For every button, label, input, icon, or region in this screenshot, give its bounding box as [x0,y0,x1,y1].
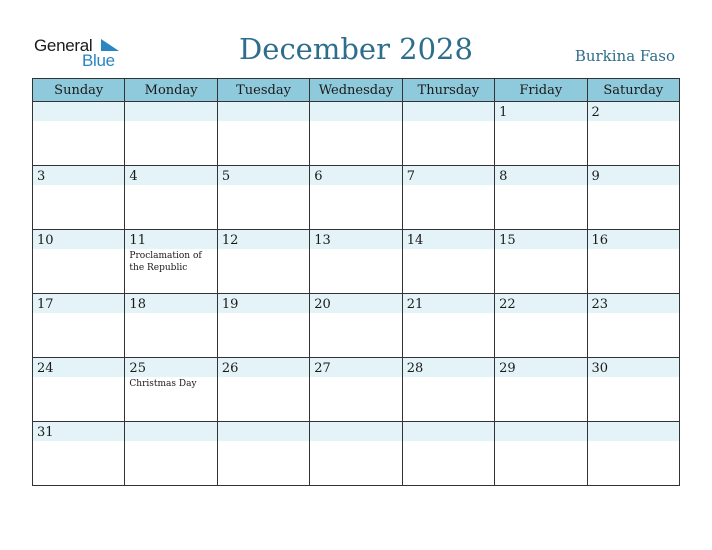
weekday-header: Monday [125,79,217,102]
day-cell [402,294,494,358]
day-number: 25 [129,361,146,376]
day-cell [402,358,494,422]
calendar-week-row [33,230,680,294]
day-number: 26 [221,361,239,376]
day-number: 29 [499,361,516,376]
calendar-body [33,102,680,486]
day-number: 4 [129,169,138,184]
weekday-header: Wednesday [310,79,402,102]
day-cell-band [33,166,124,185]
day-number: 19 [221,297,239,312]
weekday-header: Sunday [33,79,125,102]
holiday-label: Proclamation of the Republic [129,251,202,273]
day-number: 16 [591,233,609,248]
day-cell [33,294,125,358]
logo-blue-text: Blue [82,51,115,70]
day-cell-band [218,422,309,441]
day-cell [125,230,217,294]
day-cell [310,422,402,486]
day-cell [495,102,587,166]
weekday-header-row [33,79,680,102]
day-cell-band [125,102,216,121]
day-cell [587,230,679,294]
day-cell [310,294,402,358]
day-cell-band [588,422,679,441]
day-number: 14 [406,233,424,248]
day-number: 2 [591,105,600,120]
day-number: 7 [406,169,415,184]
logo-general-text: General [34,36,93,55]
month-title: December 2028 [239,32,473,66]
calendar-week-row [33,358,680,422]
day-cell [402,422,494,486]
day-cell [217,422,309,486]
day-cell [587,358,679,422]
day-cell [495,422,587,486]
country-name: Burkina Faso [574,47,675,65]
day-cell-band [125,166,216,185]
day-number: 13 [314,233,331,248]
day-cell [587,294,679,358]
day-cell [495,358,587,422]
day-cell [33,166,125,230]
day-number: 3 [37,169,46,184]
day-cell [217,294,309,358]
day-cell [587,102,679,166]
day-cell-band [495,102,586,121]
day-cell-band [33,102,124,121]
day-number: 31 [37,425,54,440]
day-number: 20 [314,297,331,312]
day-cell [217,358,309,422]
day-cell-band [588,102,679,121]
day-cell [33,358,125,422]
calendar-week-row [33,294,680,358]
day-number: 28 [406,361,424,376]
day-cell [217,102,309,166]
day-cell [125,358,217,422]
day-number: 15 [499,233,516,248]
day-number: 24 [37,361,54,376]
day-cell [402,166,494,230]
day-cell-band [218,166,309,185]
weekday-header: Saturday [587,79,679,102]
day-cell-band [588,166,679,185]
day-cell [310,358,402,422]
day-cell [125,422,217,486]
day-number: 27 [314,361,331,376]
day-cell-band [125,422,216,441]
day-cell [33,230,125,294]
day-number: 21 [406,297,424,312]
weekday-header: Friday [495,79,587,102]
holiday-label: Christmas Day [129,379,197,389]
day-number: 5 [221,169,231,184]
day-cell-band [310,102,401,121]
day-cell [587,422,679,486]
day-cell [125,294,217,358]
calendar-week-row [33,422,680,486]
calendar-week-row [33,102,680,166]
day-cell [495,230,587,294]
day-number: 12 [221,233,239,248]
day-number: 1 [499,105,508,120]
day-cell [310,166,402,230]
day-cell [217,166,309,230]
day-cell [495,166,587,230]
day-number: 17 [37,297,54,312]
day-cell-band [495,166,586,185]
day-cell [495,294,587,358]
day-number: 11 [129,233,146,248]
day-number: 22 [499,297,516,312]
weekday-header: Thursday [402,79,494,102]
day-number: 30 [591,361,609,376]
day-cell [310,230,402,294]
calendar-grid [32,78,680,486]
day-cell-band [403,102,494,121]
day-cell [402,230,494,294]
day-cell [587,166,679,230]
day-cell-band [310,166,401,185]
day-number: 10 [37,233,54,248]
day-cell-band [495,422,586,441]
day-cell [33,422,125,486]
day-cell-band [310,422,401,441]
day-cell-band [403,166,494,185]
day-cell [402,102,494,166]
day-cell [125,166,217,230]
day-cell-band [403,422,494,441]
day-cell [33,102,125,166]
day-number: 18 [129,297,146,312]
day-cell [125,102,217,166]
day-cell [310,102,402,166]
day-cell [217,230,309,294]
weekday-header: Tuesday [217,79,309,102]
day-number: 8 [499,169,508,184]
day-cell-band [218,102,309,121]
day-number: 6 [314,169,323,184]
day-number: 9 [591,169,600,184]
calendar-week-row [33,166,680,230]
day-number: 23 [591,297,609,312]
